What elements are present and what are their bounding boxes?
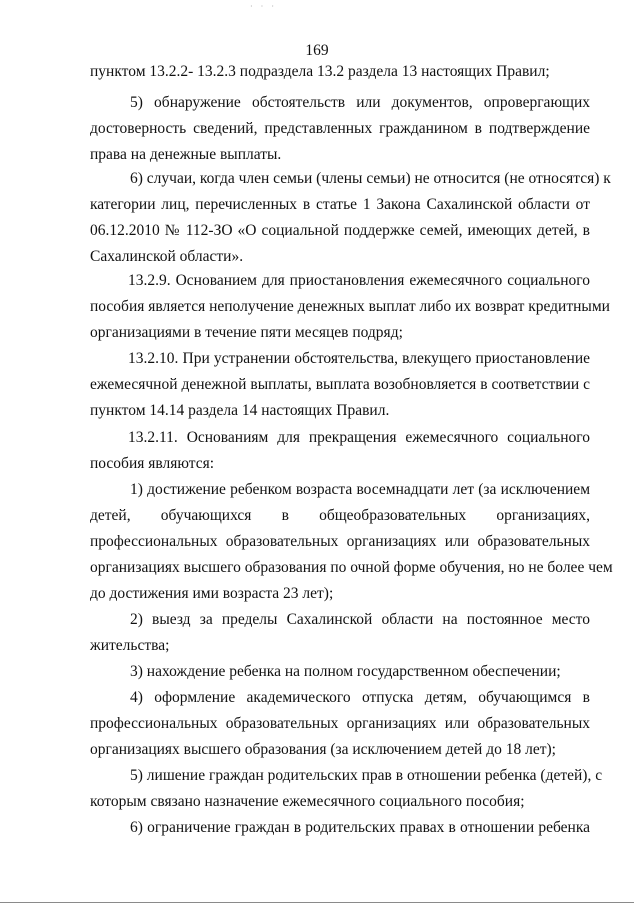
text-line: которым связано назначение ежемесячного социального пособия; [90, 793, 525, 810]
text-line: 3) нахождение ребенка на полном государственном обеспечении; [130, 663, 561, 680]
scan-marks: · · · [250, 2, 277, 11]
text-line: 2) выезд за пределы Сахалинской области на постоянное место [130, 611, 590, 628]
text-line: жительства; [90, 637, 170, 654]
scan-edge-rule [0, 902, 634, 903]
text-line: ежемесячной денежной выплаты, выплата возобновляется в соответствии с [90, 376, 590, 393]
text-line: организациях высшего образования (за исключением детей до 18 лет); [90, 741, 556, 758]
text-line: 4) оформление академического отпуска детям, обучающимся в [130, 689, 590, 706]
text-line: 6) ограничение граждан в родительских правах в отношении ребенка [130, 819, 590, 836]
text-line: 5) обнаружение обстоятельств или документов, опровергающих [130, 94, 590, 111]
text-line: достоверность сведений, представленных гражданином в подтверждение [90, 120, 590, 137]
text-line: 13.2.9. Основанием для приостановления ежемесячного социального [128, 272, 590, 289]
text-line: пособия является неполучение денежных выплат либо их возврат кредитными [90, 298, 610, 315]
text-line: пунктом 13.2.2- 13.2.3 подраздела 13.2 раздела 13 настоящих Правил; [90, 63, 550, 80]
text-line: 13.2.10. При устранении обстоятельства, влекущего приостановление [128, 350, 590, 367]
text-line: профессиональных образовательных организациях или образовательных [90, 715, 590, 732]
text-line: организациями в течение пяти месяцев подряд; [90, 324, 403, 341]
text-line: пунктом 14.14 раздела 14 настоящих Правил. [90, 402, 390, 419]
text-line: 1) достижение ребенком возраста восемнадцати лет (за исключением [130, 481, 590, 498]
text-line: права на денежные выплаты. [90, 146, 282, 163]
text-line: категории лиц, перечисленных в статье 1 Закона Сахалинской области от [90, 196, 590, 213]
text-line: 13.2.11. Основаниям для прекращения ежемесячного социального [128, 429, 590, 446]
text-line: детей, обучающихся в общеобразовательных организациях, [90, 507, 590, 524]
text-line: профессиональных образовательных организациях или образовательных [90, 533, 590, 550]
text-line: 6) случаи, когда член семьи (члены семьи) не относится (не относятся) к [130, 170, 611, 187]
text-line: организациях высшего образования по очной форме обучения, но не более чем [90, 559, 613, 576]
text-line: пособия являются: [90, 455, 215, 472]
text-line: Сахалинской области». [90, 248, 244, 265]
text-line: 06.12.2010 № 112-ЗО «О социальной поддержке семей, имеющих детей, в [90, 222, 590, 239]
text-line: 5) лишение граждан родительских прав в отношении ребенка (детей), с [130, 767, 603, 784]
text-line: до достижения ими возраста 23 лет); [90, 585, 334, 602]
page-number: 169 [305, 42, 329, 59]
